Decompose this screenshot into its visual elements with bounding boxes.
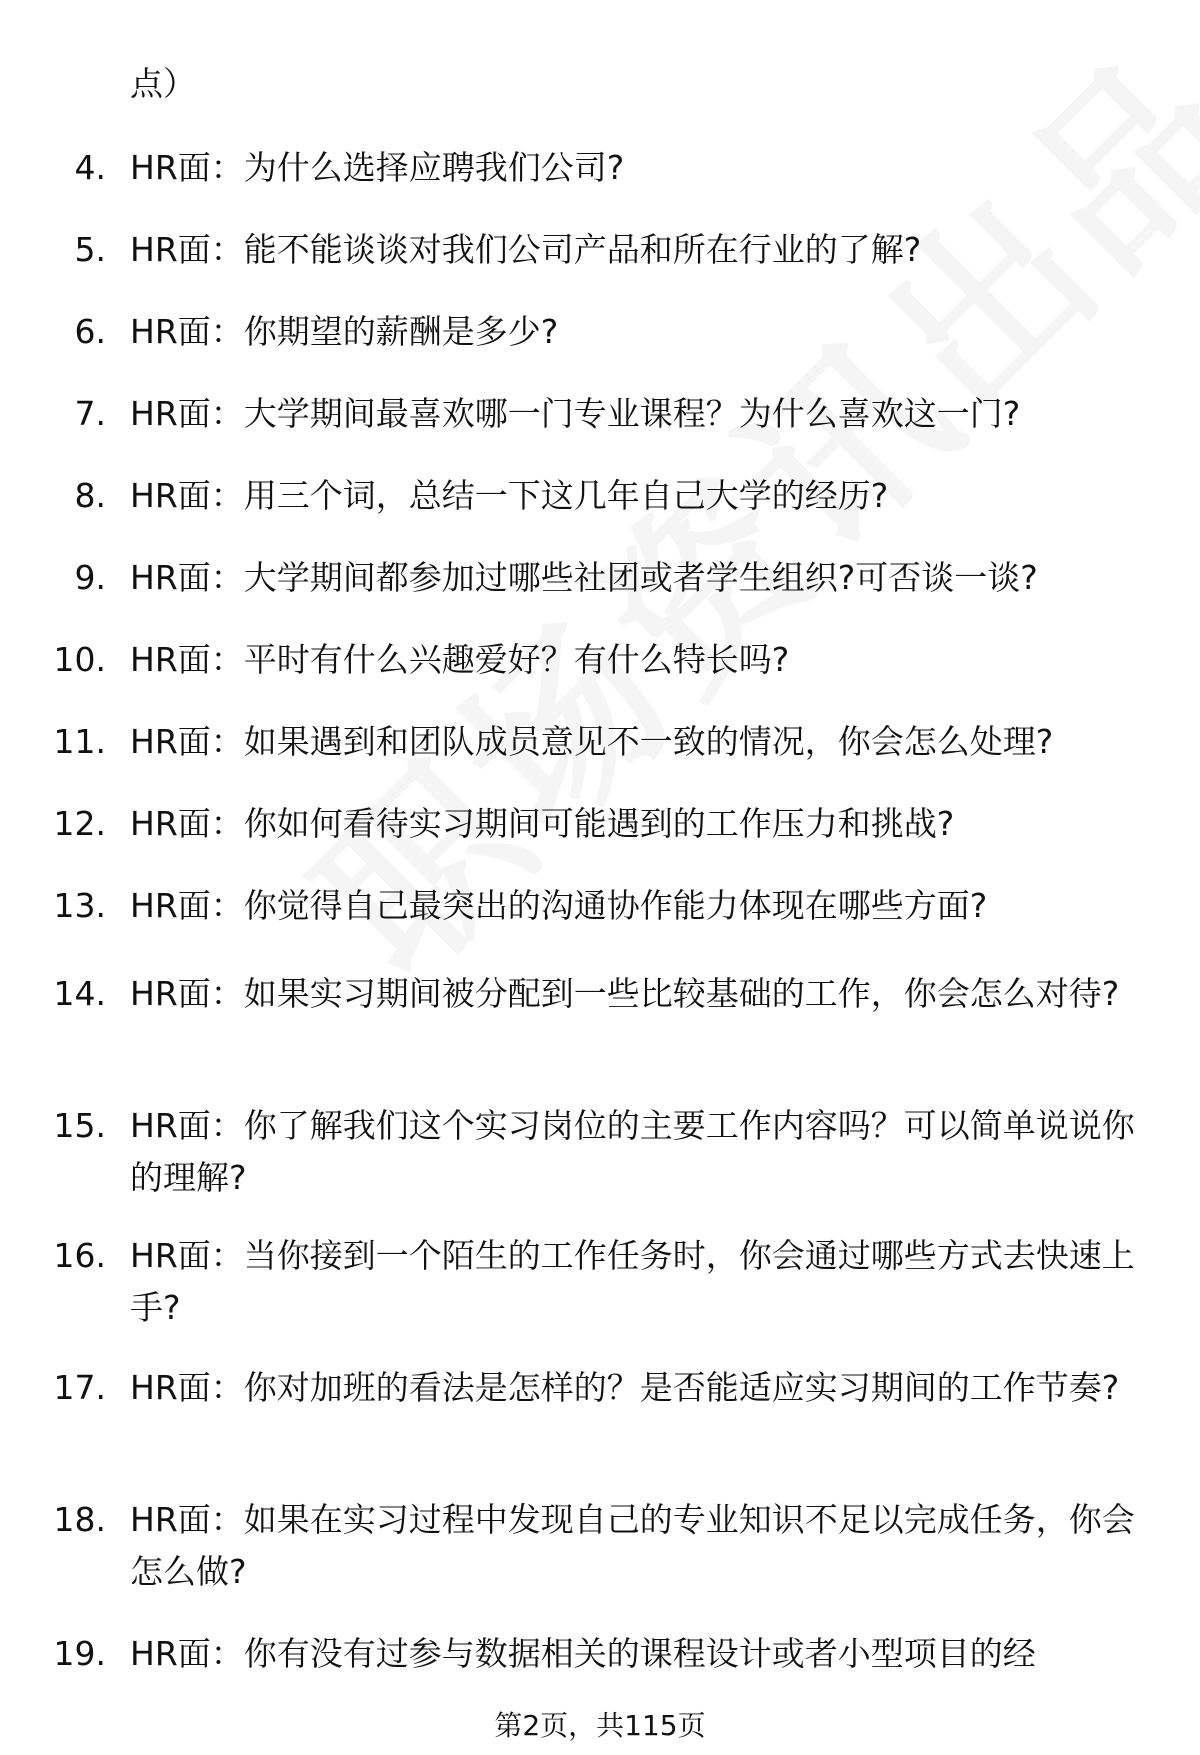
item-number: 7. [74,394,106,433]
item-number: 18. [53,1500,106,1539]
item-text: HR面：你如何看待实习期间可能遇到的工作压力和挑战? [130,804,955,843]
item-number: 12. [53,804,106,843]
item-number: 17. [53,1368,106,1407]
item-text: HR面：大学期间都参加过哪些社团或者学生组织?可否谈一谈? [130,558,1038,597]
item-number: 10. [53,640,106,679]
item-text: HR面：你有没有过参与数据相关的课程设计或者小型项目的经 [130,1634,1036,1673]
item-number: 4. [74,148,106,187]
item-text: HR面：用三个词，总结一下这几年自己大学的经历? [130,476,889,515]
item-text: HR面：平时有什么兴趣爱好？有什么特长吗? [130,640,790,679]
item-number: 13. [53,886,106,925]
item-number: 14. [53,974,106,1013]
item-number: 8. [74,476,106,515]
item-text: HR面：为什么选择应聘我们公司? [130,148,625,187]
item-text: HR面：如果在实习过程中发现自己的专业知识不足以完成任务，你会怎么做? [130,1500,1135,1591]
item-text: HR面：如果实习期间被分配到一些比较基础的工作，你会怎么对待? [130,974,1120,1013]
page-footer: 第2页，共115页 [494,1709,706,1742]
item-number: 16. [53,1236,106,1275]
item-text: HR面：如果遇到和团队成员意见不一致的情况，你会怎么处理? [130,722,1054,761]
item-text: HR面：你期望的薪酬是多少? [130,312,559,351]
item-text: HR面：当你接到一个陌生的工作任务时，你会通过哪些方式去快速上手? [130,1236,1135,1327]
item-text: HR面：你觉得自己最突出的沟通协作能力体现在哪些方面? [130,886,988,925]
item-number: 6. [74,312,106,351]
item-number: 9. [74,558,106,597]
item-number: 19. [53,1634,106,1673]
item-text: HR面：你对加班的看法是怎样的？是否能适应实习期间的工作节奏? [130,1368,1120,1407]
item-number: 11. [53,722,106,761]
item-text: HR面：能不能谈谈对我们公司产品和所在行业的了解? [130,230,922,269]
item-text: HR面：大学期间最喜欢哪一门专业课程？为什么喜欢这一门? [130,394,1021,433]
item-number: 15. [53,1106,106,1145]
item-number: 5. [74,230,106,269]
item-text: HR面：你了解我们这个实习岗位的主要工作内容吗？可以简单说说你的理解? [130,1106,1135,1197]
continuation-text: 点） [130,64,196,103]
